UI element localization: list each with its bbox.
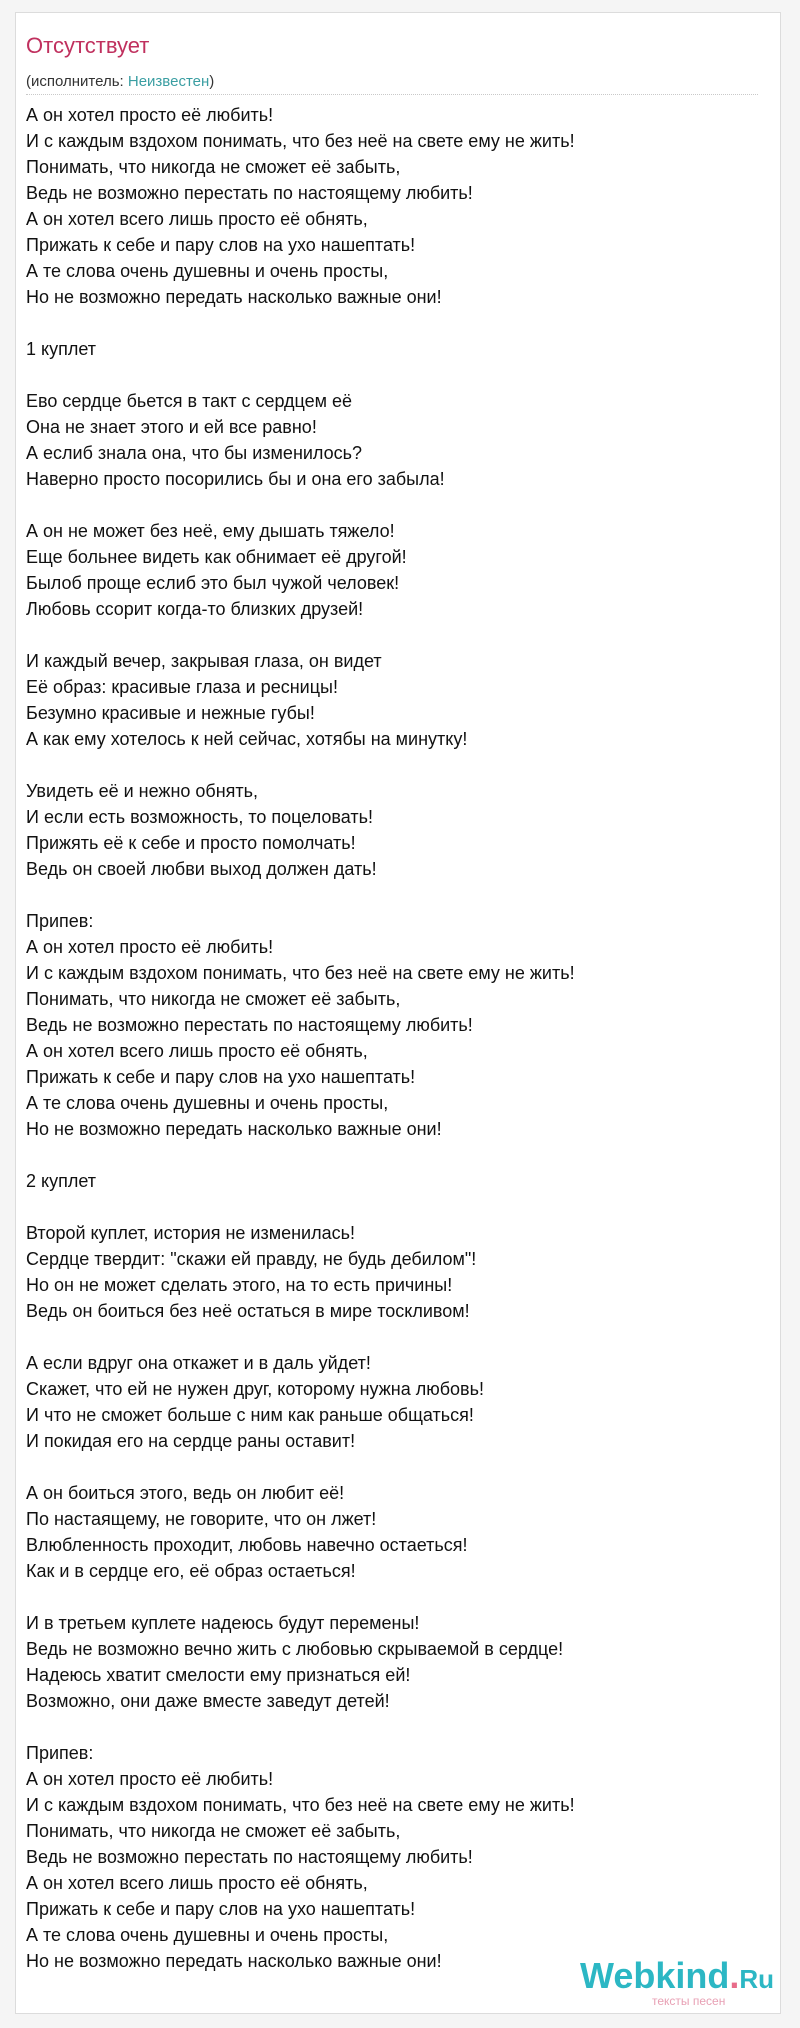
lyric-line: Прижять её к себе и просто помолчать!: [26, 833, 356, 853]
logo-tld: Ru: [739, 1964, 775, 1994]
lyrics-stanza: [26, 1610, 766, 1714]
lyrics-stanza: [26, 336, 766, 362]
lyric-line: Возможно, они даже вместе заведут детей!: [26, 1691, 390, 1711]
lyrics-stanza: [26, 1220, 766, 1324]
lyric-line: А он не может без неё, ему дышать тяжело!: [26, 521, 395, 541]
lyrics-stanza: [26, 1350, 766, 1454]
artist-suffix: ): [209, 73, 215, 90]
lyric-line: Безумно красивые и нежные губы!: [26, 703, 315, 723]
lyric-line: И покидая его на сердце раны оставит!: [26, 1431, 356, 1451]
lyric-line: Её образ: красивые глаза и ресницы!: [26, 677, 338, 697]
lyric-line: Как и в сердце его, её образ остаеться!: [26, 1561, 356, 1581]
lyric-line: А он хотел всего лишь просто её обнять,: [26, 1041, 368, 1061]
lyric-line: Прижать к себе и пару слов на ухо нашептать!: [26, 235, 416, 255]
lyric-line: Прижать к себе и пару слов на ухо нашептать!: [26, 1899, 416, 1919]
logo-wordmark: [580, 1956, 774, 1999]
lyric-line: 2 куплет: [26, 1171, 96, 1191]
lyric-line: Былоб проще еслиб это был чужой человек!: [26, 573, 400, 593]
lyric-line: Ведь не возможно перестать по настоящему любить!: [26, 183, 473, 203]
lyric-line: Ведь не возможно перестать по настоящему любить!: [26, 1847, 473, 1867]
lyric-line: И что не сможет больше с ним как раньше общаться!: [26, 1405, 474, 1425]
lyric-line: А он боиться этого, ведь он любит её!: [26, 1483, 345, 1503]
lyric-line: А еслиб знала она, что бы изменилось?: [26, 443, 363, 463]
lyrics-stanza: [26, 648, 766, 752]
lyric-line: А он хотел всего лишь просто её обнять,: [26, 1873, 368, 1893]
lyric-line: Ведь не возможно вечно жить с любовью скрываемой в сердце!: [26, 1639, 564, 1659]
lyric-line: А как ему хотелось к ней сейчас, хотябы на минутку!: [26, 729, 468, 749]
lyric-line: Скажет, что ей не нужен друг, которому нужна любовь!: [26, 1379, 484, 1399]
artist-prefix: (исполнитель:: [26, 73, 128, 90]
header-separator: [26, 94, 758, 95]
lyrics-text: [26, 102, 766, 2000]
lyric-line: Влюбленность проходит, любовь навечно остаеться!: [26, 1535, 468, 1555]
lyric-line: И если есть возможность, то поцеловать!: [26, 807, 374, 827]
lyric-line: Но не возможно передать насколько важные они!: [26, 1119, 442, 1139]
lyric-line: А он хотел всего лишь просто её обнять,: [26, 209, 368, 229]
lyrics-stanza: [26, 908, 766, 1142]
lyric-line: Ведь он своей любви выход должен дать!: [26, 859, 377, 879]
lyric-line: Ведь не возможно перестать по настоящему любить!: [26, 1015, 473, 1035]
site-logo[interactable]: [580, 1956, 780, 2006]
lyric-line: А он хотел просто её любить!: [26, 1769, 274, 1789]
lyric-line: Прижать к себе и пару слов на ухо нашептать!: [26, 1067, 416, 1087]
lyrics-stanza: [26, 1740, 766, 1974]
lyric-line: Припев:: [26, 911, 94, 931]
lyric-line: Надеюсь хватит смелости ему признаться ей!: [26, 1665, 411, 1685]
lyric-line: Но не возможно передать насколько важные они!: [26, 1951, 442, 1971]
lyrics-stanza: [26, 518, 766, 622]
lyric-line: Сердце твердит: "скажи ей правду, не будь дебилом"!: [26, 1249, 477, 1269]
lyric-line: А если вдруг она откажет и в даль уйдет!: [26, 1353, 371, 1373]
lyric-line: 1 куплет: [26, 339, 96, 359]
lyric-line: А он хотел просто её любить!: [26, 937, 274, 957]
lyric-line: И с каждым вздохом понимать, что без неё на свете ему не жить!: [26, 963, 575, 983]
lyric-line: Увидеть её и нежно обнять,: [26, 781, 259, 801]
lyric-line: Понимать, что никогда не сможет её забыть,: [26, 157, 401, 177]
lyrics-stanza: [26, 388, 766, 492]
lyric-line: Но он не может сделать этого, на то есть причины!: [26, 1275, 453, 1295]
lyric-line: Второй куплет, история не изменилась!: [26, 1223, 355, 1243]
artist-line: [26, 72, 214, 92]
lyric-line: И каждый вечер, закрывая глаза, он видет: [26, 651, 382, 671]
lyric-line: Наверно просто посорились бы и она его забыла!: [26, 469, 445, 489]
lyric-line: Припев:: [26, 1743, 94, 1763]
lyric-line: А он хотел просто её любить!: [26, 105, 274, 125]
lyric-line: И с каждым вздохом понимать, что без неё на свете ему не жить!: [26, 131, 575, 151]
lyric-line: Она не знает этого и ей все равно!: [26, 417, 317, 437]
lyric-line: Понимать, что никогда не сможет её забыть,: [26, 1821, 401, 1841]
lyric-line: Понимать, что никогда не сможет её забыть,: [26, 989, 401, 1009]
lyric-line: Но не возможно передать насколько важные они!: [26, 287, 442, 307]
lyric-line: А те слова очень душевны и очень просты,: [26, 261, 389, 281]
song-title: Отсутствует: [26, 33, 150, 58]
lyric-line: Ево сердце бьется в такт с сердцем её: [26, 391, 353, 411]
artist-link[interactable]: Неизвестен: [127, 73, 210, 90]
lyric-line: И с каждым вздохом понимать, что без неё на свете ему не жить!: [26, 1795, 575, 1815]
lyric-line: Ведь он боиться без неё остаться в мире тоскливом!: [26, 1301, 470, 1321]
lyric-line: А те слова очень душевны и очень просты,: [26, 1093, 389, 1113]
logo-main-text: Webkind: [580, 1955, 730, 1996]
lyrics-stanza: [26, 1480, 766, 1584]
lyrics-stanza: [26, 778, 766, 882]
logo-dot: .: [729, 1955, 740, 1996]
lyric-line: По настаящему, не говорите, что он лжет!: [26, 1509, 377, 1529]
lyric-line: И в третьем куплете надеюсь будут перемены!: [26, 1613, 420, 1633]
lyrics-stanza: [26, 1168, 766, 1194]
lyric-line: Еще больнее видеть как обнимает её другой!: [26, 547, 407, 567]
logo-tagline: тексты песен: [652, 1994, 726, 2008]
lyric-line: Любовь ссорит когда-то близких друзей!: [26, 599, 364, 619]
lyric-line: А те слова очень душевны и очень просты,: [26, 1925, 389, 1945]
lyrics-stanza: [26, 102, 766, 310]
